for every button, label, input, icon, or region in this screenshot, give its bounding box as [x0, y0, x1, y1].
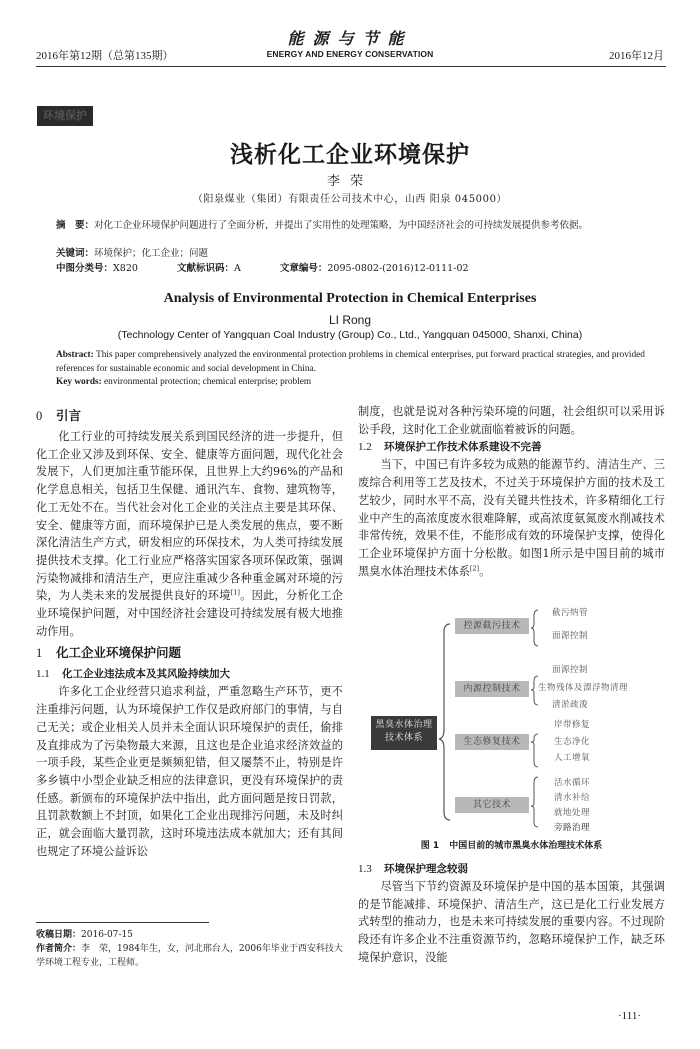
paragraph-1-2: [358, 456, 665, 580]
author-cn: 李荣: [326, 174, 373, 189]
root-label-line1: 黑臭水体治理: [375, 720, 433, 730]
article-no-value: 2095-0802-(2016)12-0111-02: [327, 263, 469, 274]
figure-caption: [358, 838, 665, 851]
citation-ref: [1]: [230, 588, 240, 597]
keywords-label-en: Key words:: [56, 377, 102, 387]
leaf-item: 清淤疏浚: [552, 700, 589, 710]
abstract-text-cn: 对化工企业环境保护问题进行了全面分析，并提出了实用性的处理策略，为中国经济社会的可持续发展提供参考依据。: [94, 220, 589, 231]
header-divider: [36, 66, 666, 67]
brace-icon: [530, 608, 540, 648]
clc-label: 中图分类号：: [56, 263, 114, 274]
section-heading-1: [36, 643, 343, 663]
received-label: 收稿日期：: [36, 930, 82, 940]
subsection-heading-1-3: [358, 860, 665, 878]
footnote-received: [36, 928, 343, 942]
paragraph-text: 当下，中国已有许多较为成熟的能源节约、清洁生产、三废综合利用等工艺及技术，不过关于环境保护方面的技术及工艺较少，同时水平不高，没有关键共性技术，许多精细化工行业中产生的高浓度废水很难降解，或高浓度氨氮废水削减技术非常传统，效果不佳，不能形成有效的环境保护支撑，使得化工企业环境保护方面十分松散。如图1所示是中国目前的城市黑臭水体治理技术体系: [358, 458, 665, 578]
footnote-author-bio: [36, 942, 343, 970]
subsection-title: 环境保护理念较弱: [384, 863, 468, 875]
subsection-title: 环境保护工作技术体系建设不完善: [384, 441, 542, 454]
keywords-en: [56, 377, 652, 387]
leaf-item: 活水循环: [554, 778, 591, 788]
section-heading-0: [36, 406, 343, 426]
section-number: 0: [36, 409, 43, 423]
affiliation-en: (Technology Center of Yangquan Coal Industry (Group) Co., Ltd., Yangquan 045000, Shanxi, China): [117, 329, 583, 341]
keywords-text-cn: 环境保护；化工企业；问题: [94, 248, 209, 259]
leaf-item: 生态净化: [554, 737, 591, 747]
keywords-text-en: environmental protection; chemical enterprise; problem: [104, 377, 312, 387]
body-right-column: [358, 403, 665, 580]
journal-masthead: [0, 30, 700, 59]
author-en: LI Rong: [328, 313, 372, 327]
leaf-item: 就地处理: [554, 808, 591, 818]
abstract-cn: [56, 219, 652, 233]
category-source-control: 控源截污技术: [455, 618, 529, 634]
brace-icon: [530, 775, 540, 830]
page-number: ·111·: [618, 1010, 642, 1022]
leaf-item: 面源控制: [552, 665, 589, 675]
category-other: 其它技术: [455, 797, 529, 813]
doc-code-value: A: [233, 263, 241, 274]
leaf-item: 清水补给: [554, 793, 591, 803]
article-title-cn: 浅析化工企业环境保护: [230, 142, 470, 168]
section-tag: 环境保护: [37, 106, 93, 126]
body-left-column: [36, 403, 343, 860]
clc-value: X820: [113, 263, 138, 274]
paragraph-text: 。: [479, 564, 491, 578]
abstract-en: [56, 348, 652, 376]
journal-title-cn: 能源与节能: [287, 29, 413, 48]
leaf-item: 岸带修复: [554, 720, 591, 730]
section-title: 引言: [56, 408, 82, 423]
body-right-column-lower: [358, 860, 665, 967]
abstract-label-en: Abstract:: [56, 350, 94, 360]
paragraph-1-1: 许多化工企业经营只追求利益，严重忽略生产环节，更不注重排污问题，认为环境保护工作仅是政府部门的事情，与自己无关；或企业相关人员并未全面认识环境保护的责任，偷排及直排成为了污染物最大来源，且这也是企业追求经济效益的一项手段，某些企业更是频频犯错，但又屡禁不止，特别是许多乡镇中小型企业缺乏相应的法律意识，更没有环境保护的责任感。新颁布的环境保护法中指出，此方面问题是按日罚款，且罚款数额上不封顶，如果化工企业出现排污问题，未及时纠正，就会面临大量罚款，这时环境违法成本就加大；还有其间也规定了环境公益诉讼: [36, 685, 343, 858]
paragraph-1-1-continued: 制度，也就是说对各种污染环境的问题，社会组织可以采用诉讼手段，这时化工企业就面临着被诉的问题。: [358, 405, 665, 436]
subsection-number: 1.2: [358, 441, 372, 454]
figure-1-diagram: [362, 608, 662, 833]
leaf-item: 旁路治理: [554, 823, 591, 833]
paragraph-text: 化工行业的可持续发展关系到国民经济的进一步提升，但化工企业又涉及到环保、安全、健康等方面问题，现代化社会发展下，人们更加注重节能环保，且世界上大约96%的产品和化学息息相关，包括卫生保健、通讯汽车、食物、建筑物等，化工无处不在。当代社会对化工企业的关注点主要是其环保、安全、健康等方面，而环境保护已是人类发展的焦点，要不断深化清洁生产方式，研发相应的环保技术，为人类可持续发展提供技术支撑。化工行业应严格落实国家各项环保政策，强调污染物减排和清洁生产，更应注重减少各种重金属对环境的污染，为人类未来的发展提供良好的环境: [36, 430, 343, 603]
category-eco-restoration: 生态修复技术: [455, 734, 529, 750]
journal-title-en: ENERGY AND ENERGY CONSERVATION: [266, 49, 434, 59]
citation-ref: [2]: [469, 563, 480, 572]
keywords-cn: [56, 247, 652, 261]
footnote-divider: [36, 922, 209, 923]
paragraph-text: 。因此，分析化工企业环境保护问题，对中国经济社会建设可持续发展有极大地推动作用。: [36, 589, 343, 638]
bio-label: 作者简介：: [36, 944, 82, 954]
subsection-title: 化工企业违法成本及其风险持续加大: [62, 668, 230, 681]
diagram-root-node: [371, 716, 437, 750]
category-internal-control: 内源控制技术: [455, 681, 529, 697]
affiliation-cn: （阳泉煤业（集团）有限责任公司技术中心，山西 阳泉 045000）: [192, 194, 508, 205]
section-number: 1: [36, 646, 43, 661]
subsection-number: 1.3: [358, 863, 372, 875]
section-title: 化工企业环境保护问题: [56, 645, 182, 661]
paragraph-intro: [36, 428, 343, 640]
keywords-label-cn: 关键词：: [56, 248, 95, 259]
subsection-number: 1.1: [36, 668, 50, 681]
main-brace-icon: [438, 622, 454, 822]
root-label-line2: 技术体系: [384, 733, 423, 743]
leaf-item: 截污纳管: [552, 608, 589, 618]
brace-icon: [530, 732, 540, 770]
subsection-heading-1-2: [358, 438, 665, 456]
issue-info: 2016年第12期（总第135期）: [36, 50, 174, 62]
paragraph-1-3: 尽管当下节约资源及环境保护是中国的基本国策，其强调的是节能减排、环境保护、清洁生产，这已是化工行业发展方式转型的推动力，也是未来可持续发展的重要内容。不过现阶段还有许多企业不注重资源节约，忽略环境保护工作，缺乏环境保护意识，没能: [358, 880, 665, 964]
doc-code-label: 文献标识码：: [176, 263, 234, 274]
leaf-item: 生物残体及漂浮物清理: [538, 683, 629, 693]
classification-line: [56, 262, 652, 276]
subsection-heading-1-1: [36, 665, 343, 683]
article-title-en: Analysis of Environmental Protection in Chemical Enterprises: [163, 291, 537, 306]
figure-number: 图 1: [420, 841, 440, 851]
bio-text: 李 荣，1984年生，女，河北邢台人，2006年毕业于西安科技大学环境工程专业，工程师。: [36, 944, 343, 968]
abstract-label-cn: 摘 要：: [56, 220, 95, 231]
issue-date: 2016年12月: [609, 50, 664, 62]
leaf-item: 人工增氧: [554, 753, 591, 763]
abstract-text-en: This paper comprehensively analyzed the environmental protection problems in chemical enterprises, put forward practical strategies, and provided references for sustainable economic and social development in China.: [56, 350, 645, 374]
figure-caption-text: 中国目前的城市黑臭水体治理技术体系: [449, 841, 603, 851]
leaf-item: 面源控制: [552, 631, 589, 641]
article-no-label: 文章编号：: [279, 263, 328, 274]
received-date: 2016-07-15: [81, 930, 133, 940]
